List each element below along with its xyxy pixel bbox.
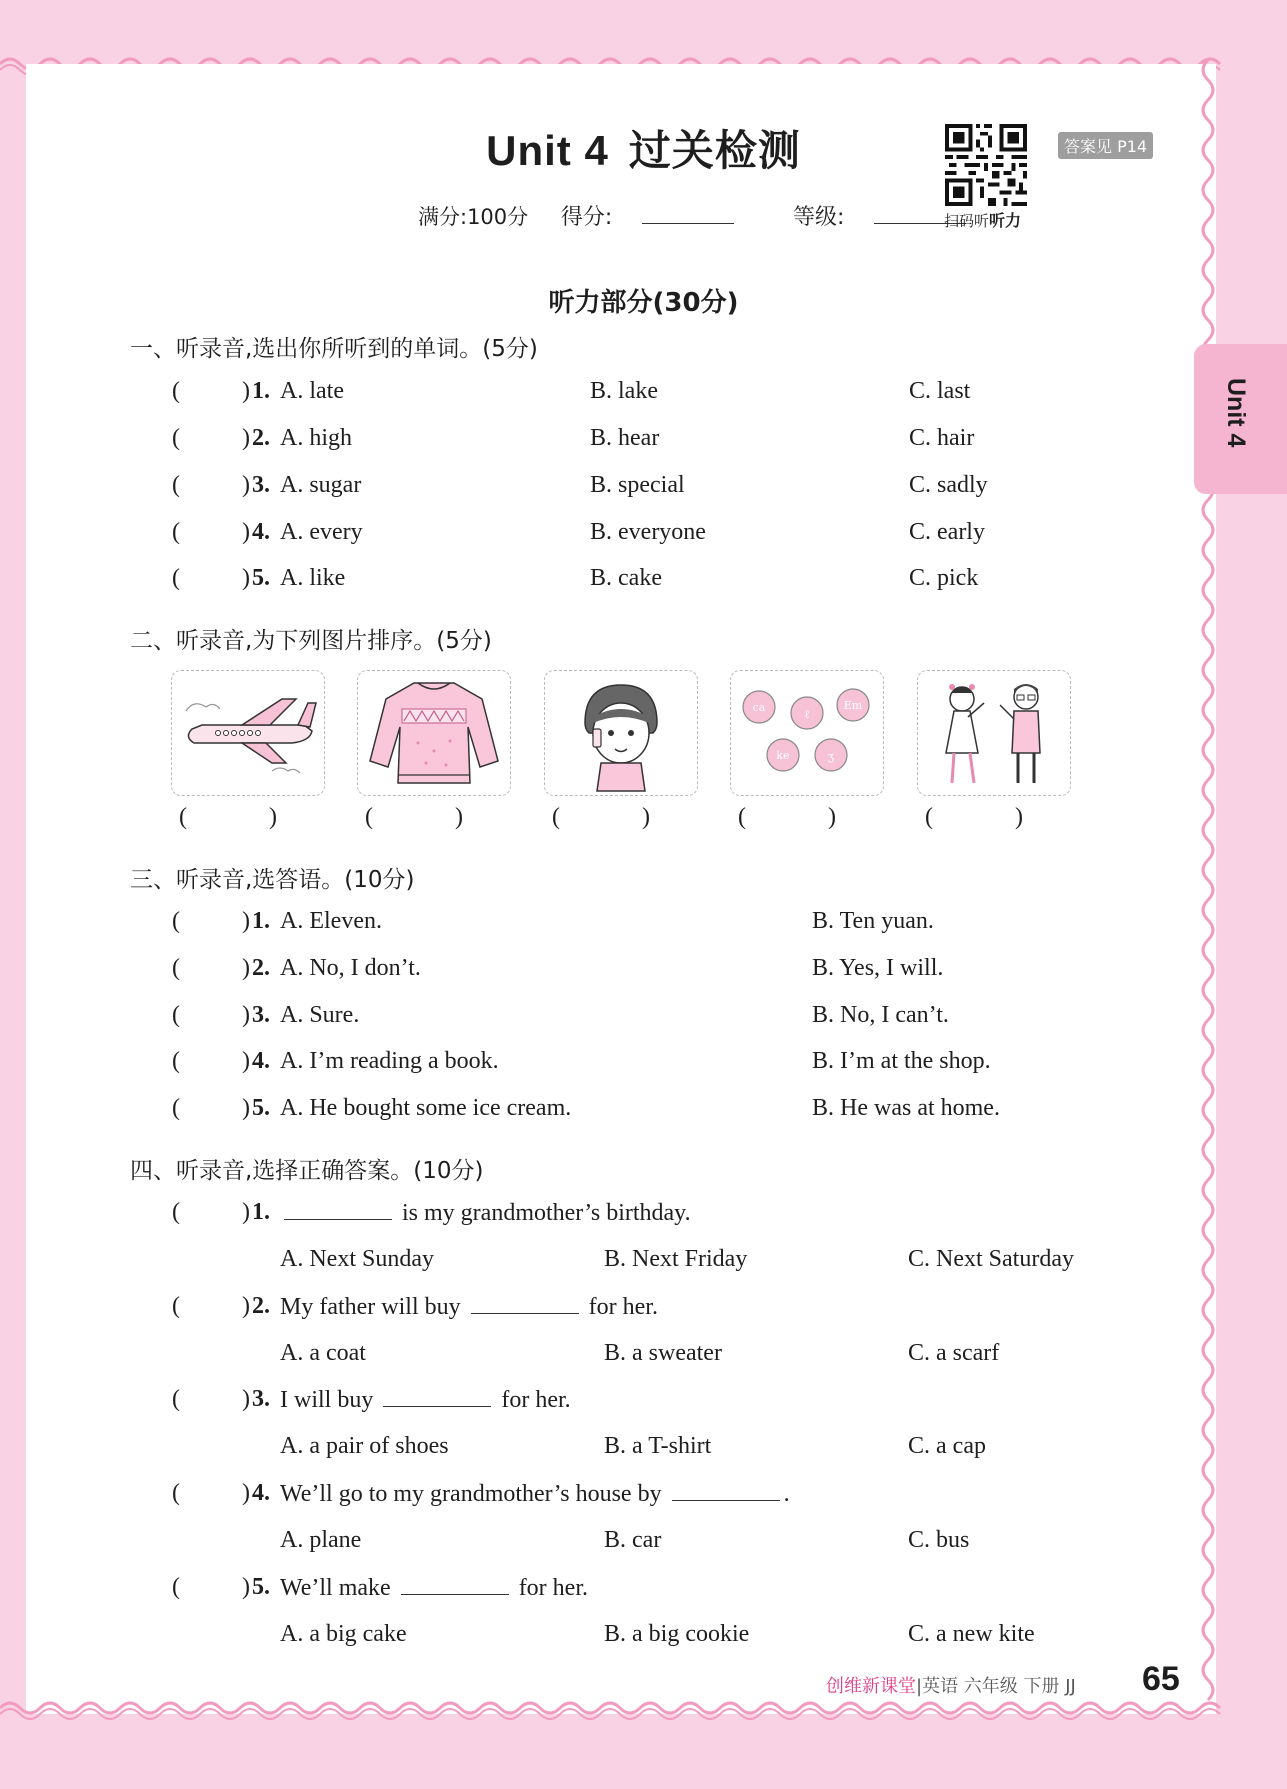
item-number: 1. [252,908,270,934]
item-number: 5. [252,1095,270,1121]
option-b[interactable]: B. hear [590,425,660,451]
picture-5-answer[interactable]: ( ) [925,804,1061,830]
option-a[interactable]: A. every [280,519,363,545]
listening-part-title: 听力部分(30分) [548,288,739,318]
stem-post: for her. [512,1575,588,1601]
question-stem [280,1480,790,1508]
item-number: 1. [252,1199,270,1225]
bottom-wavy-border [0,1700,1287,1724]
picture-3-answer[interactable]: ( ) [552,804,688,830]
section4-heading: 四、听录音,选择正确答案。(10分) [130,1158,484,1184]
stem-pre: We’ll make [280,1575,397,1601]
answer-blank[interactable] [401,1574,509,1595]
question-stem [280,1293,658,1321]
item-number: 3. [252,1002,270,1028]
answer-blank[interactable] [672,1480,780,1501]
section3-heading: 三、听录音,选答语。(10分) [130,867,415,893]
option-c[interactable]: C. bus [908,1527,970,1553]
picture-2-answer[interactable]: ( ) [365,804,501,830]
score-blank[interactable] [642,223,734,224]
picture-airplane [171,670,325,796]
full-score: 满分:100分 [418,205,529,229]
item-number: 2. [252,425,270,451]
qr-code-icon[interactable] [945,124,1027,206]
stem-pre: We’ll go to my grandmother’s house by [280,1481,668,1507]
option-b[interactable]: B. Yes, I will. [812,955,944,981]
question-stem [280,1199,691,1227]
item-number: 2. [252,955,270,981]
option-a[interactable]: A. a coat [280,1340,366,1366]
stem-pre: My father will buy [280,1294,467,1320]
item-number: 5. [252,565,270,591]
option-c[interactable]: C. last [909,378,971,404]
option-a[interactable]: A. Next Sunday [280,1246,434,1272]
stem-post: for her. [495,1387,571,1413]
option-b[interactable]: B. a sweater [604,1340,722,1366]
option-c[interactable]: C. a new kite [908,1621,1035,1647]
item-number: 4. [252,1048,270,1074]
option-c[interactable]: C. sadly [909,472,988,498]
stem-post: . [783,1481,790,1507]
qr-caption-bold: 听力 [989,211,1022,230]
option-a[interactable]: A. I’m reading a book. [280,1048,499,1074]
section4-options-3 [280,1433,986,1460]
option-a[interactable]: A. Eleven. [280,908,382,934]
option-b[interactable]: B. Ten yuan. [812,908,934,934]
item-number: 4. [252,1480,270,1506]
option-c[interactable]: C. a scarf [908,1340,1000,1366]
option-b[interactable]: B. He was at home. [812,1095,1000,1121]
item-number: 2. [252,1293,270,1319]
option-b[interactable]: B. special [590,472,685,498]
option-a[interactable]: A. Sure. [280,1002,360,1028]
title-chinese: 过关检测 [628,127,801,174]
option-a[interactable]: A. a pair of shoes [280,1433,449,1459]
stem-post: for her. [582,1294,658,1320]
option-c[interactable]: C. pick [909,565,979,591]
picture-children [917,670,1071,796]
question-stem [280,1574,588,1602]
section4-options-4 [280,1527,970,1554]
side-tab-label: Unit 4 [1222,378,1250,448]
picture-4-answer[interactable]: ( ) [738,804,874,830]
option-b[interactable]: B. car [604,1527,662,1553]
item-number: 3. [252,472,270,498]
item-number: 4. [252,519,270,545]
item-number: 1. [252,378,270,404]
svg-text:ℓ: ℓ [804,708,810,721]
section2-heading: 二、听录音,为下列图片排序。(5分) [130,628,492,654]
side-unit-tab [1194,344,1287,494]
option-a[interactable]: A. He bought some ice cream. [280,1095,572,1121]
footer-info: |英语 六年级 下册 JJ [916,1676,1076,1697]
svg-text:ʒ: ʒ [827,750,835,763]
page-number: 65 [1142,1660,1180,1698]
sweater-icon [358,671,510,795]
footer-brand: 创维新课堂 [826,1676,916,1697]
option-b[interactable]: B. a T-shirt [604,1433,712,1459]
answer-blank[interactable] [284,1199,392,1220]
answer-blank[interactable] [383,1386,491,1407]
picture-girl-phone [544,670,698,796]
option-a[interactable]: A. No, I don’t. [280,955,421,981]
girl-on-phone-icon [545,671,697,795]
qr-caption [944,208,1021,231]
section4-options-5 [280,1621,1035,1648]
section1-heading: 一、听录音,选出你所听到的单词。(5分) [130,336,538,362]
picture-cookies [730,670,884,796]
footer [826,1672,1076,1698]
option-b[interactable]: B. cake [590,565,662,591]
picture-1-answer[interactable]: ( ) [179,804,315,830]
question-stem [280,1386,571,1414]
item-number: 5. [252,1574,270,1600]
stem-pre: I will buy [280,1387,380,1413]
svg-text:ca: ca [752,701,766,714]
svg-text:Em: Em [843,699,863,712]
qr-caption-prefix: 扫码听 [944,212,990,230]
option-b[interactable]: B. lake [590,378,658,404]
score-label: 得分: [560,205,613,230]
answer-blank[interactable] [471,1293,579,1314]
item-number: 3. [252,1386,270,1412]
section4-options-2 [280,1340,1000,1367]
option-b[interactable]: B. I’m at the shop. [812,1048,991,1074]
score-line [418,200,1018,231]
option-c[interactable]: C. a cap [908,1433,986,1459]
grade-label: 等级: [792,205,845,230]
children-waving-icon [918,671,1070,795]
option-a[interactable]: A. a big cake [280,1621,407,1647]
title-unit: Unit 4 [486,127,609,174]
option-c[interactable]: C. hair [909,425,975,451]
option-b[interactable]: B. everyone [590,519,706,545]
answer-badge: 答案见 P14 [1058,132,1153,159]
picture-sweater [357,670,511,796]
option-c[interactable]: C. early [909,519,985,545]
option-a[interactable]: A. like [280,565,346,591]
option-a[interactable]: A. sugar [280,472,362,498]
option-a[interactable]: A. plane [280,1527,362,1553]
option-b[interactable]: B. No, I can’t. [812,1002,949,1028]
option-a[interactable]: A. late [280,378,344,404]
stem-post: is my grandmother’s birthday. [396,1200,691,1226]
airplane-icon [172,671,324,795]
section4-options-1 [280,1246,1074,1273]
option-c[interactable]: C. Next Saturday [908,1246,1074,1272]
option-b[interactable]: B. Next Friday [604,1246,748,1272]
svg-text:ke: ke [776,749,790,762]
option-b[interactable]: B. a big cookie [604,1621,750,1647]
cookies-icon [731,671,883,795]
option-a[interactable]: A. high [280,425,352,451]
